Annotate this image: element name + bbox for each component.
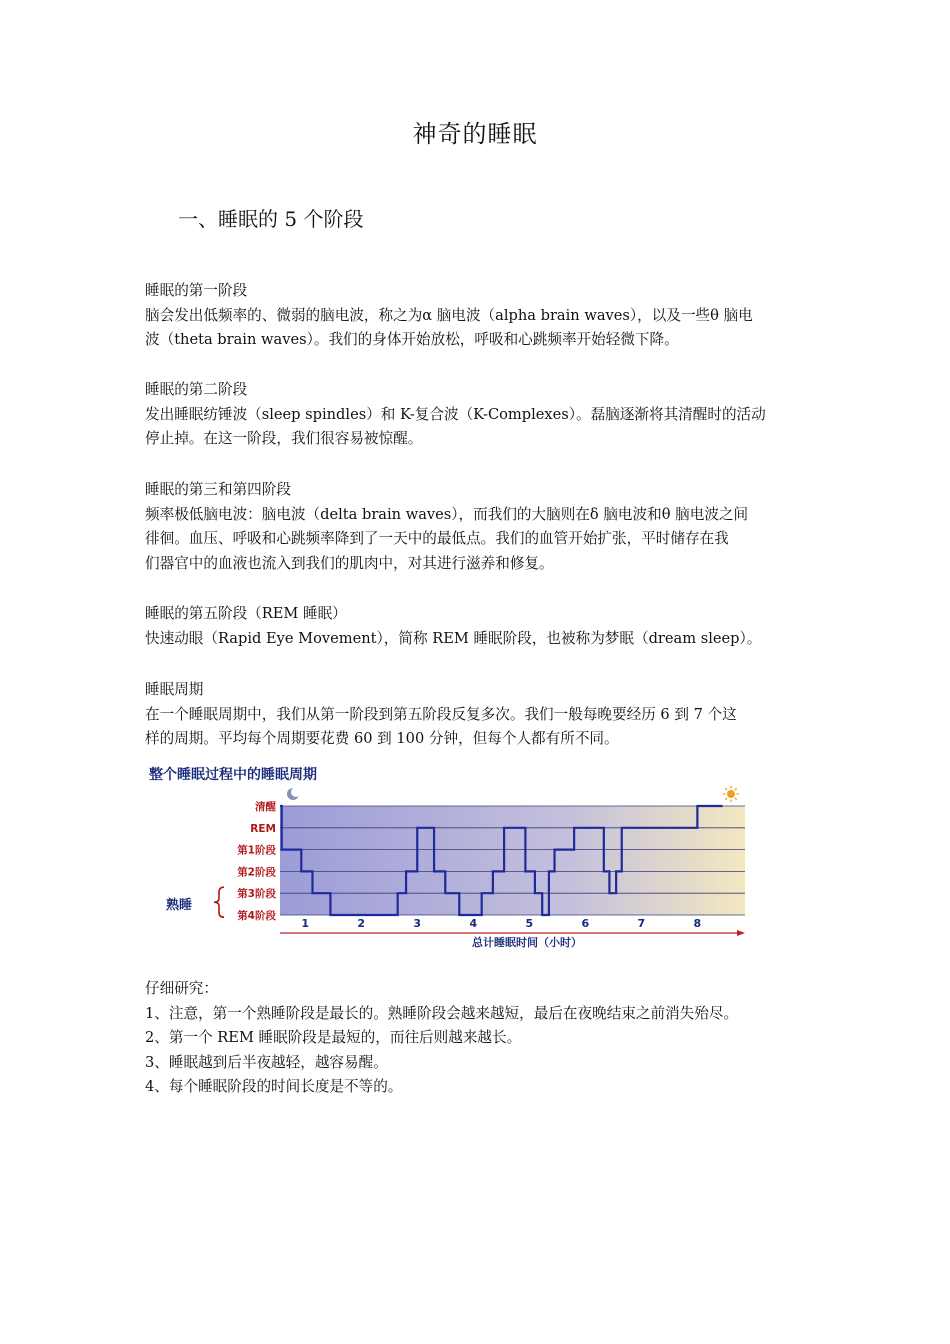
stage1-text-line: 脑会发出低频率的、微弱的脑电波，称之为α 脑电波（alpha brain waves），以及一些θ 脑电	[145, 306, 753, 324]
y-level-label: 第2阶段	[237, 866, 276, 879]
x-tick-label: 2	[357, 917, 366, 930]
x-tick-label: 6	[581, 917, 590, 930]
stage34-text-line: 徘徊。血压、呼吸和心跳频率降到了一天中的最低点。我们的血管开始扩张，平时储存在我	[145, 530, 729, 548]
brace	[214, 887, 224, 917]
x-tick-label: 3	[413, 917, 422, 930]
stage34-heading: 睡眠的第三和第四阶段	[145, 481, 291, 498]
stage2-text-line: 发出睡眠纺锤波（sleep spindles）和 K-复合波（K-Complexes）。磊脑逐渐将其清醒时的活动	[145, 405, 766, 423]
stage2-heading: 睡眠的第二阶段	[145, 381, 248, 398]
document-title: 神奇的睡眠	[412, 120, 538, 148]
sleep-cycle-chart	[145, 760, 751, 950]
stage2-text-line: 停止掉。在这一阶段，我们很容易被惊醒。	[145, 430, 423, 448]
y-level-label: 第4阶段	[237, 910, 276, 922]
deep-sleep-label: 熟睡	[166, 898, 193, 914]
stage1-block	[145, 279, 810, 353]
x-axis-label: 总计睡眠时间（小时）	[472, 936, 582, 949]
x-tick-label: 1	[301, 917, 310, 930]
cycle-text-line: 样的周期。平均每个周期要花费 60 到 100 分钟，但每个人都有所不同。	[145, 730, 619, 748]
stage5-block	[145, 602, 810, 651]
note-item: 1、注意，第一个熟睡阶段是最长的。熟睡阶段会越来越短，最后在夜晚结束之前消失殆尽。	[145, 1004, 739, 1022]
note-item: 3、睡眠越到后半夜越轻，越容易醒。	[145, 1053, 388, 1071]
notes-block	[145, 977, 825, 1100]
section-heading: 一、睡眠的 5 个阶段	[178, 207, 364, 231]
cycle-text-line: 在一个睡眠周期中，我们从第一阶段到第五阶段反复多次。我们一般每晚要经历 6 到 7 个这	[145, 705, 737, 723]
stage34-text-line: 频率极低脑电波：脑电波（delta brain waves），而我们的大脑则在δ 脑电波和θ 脑电波之间	[145, 505, 749, 523]
x-tick-label: 8	[693, 917, 702, 930]
stage34-text-line: 们器官中的血液也流入到我们的肌肉中，对其进行滋养和修复。	[145, 554, 554, 572]
cycle-heading: 睡眠周期	[145, 681, 204, 698]
chart-title: 整个睡眠过程中的睡眠周期	[149, 767, 317, 783]
stage1-heading: 睡眠的第一阶段	[145, 282, 248, 299]
x-tick-label: 7	[637, 917, 646, 930]
sleep-cycle-chart-svg	[145, 760, 751, 950]
moon-icon	[287, 787, 301, 800]
x-tick-label: 5	[525, 917, 534, 930]
stage2-block	[145, 378, 810, 452]
note-item: 4、每个睡眠阶段的时间长度是不等的。	[145, 1078, 403, 1096]
stage5-heading: 睡眠的第五阶段（REM 睡眠）	[145, 605, 347, 622]
plot-area	[280, 806, 745, 915]
y-level-label: 第3阶段	[237, 888, 276, 901]
stage5-text-line: 快速动眼（Rapid Eye Movement），简称 REM 睡眠阶段，也被称为梦眠（dream sleep）。	[145, 629, 762, 647]
sun-icon	[723, 786, 739, 802]
y-level-label: 清醒	[255, 801, 276, 813]
note-item: 2、第一个 REM 睡眠阶段是最短的，而往后则越来越长。	[145, 1029, 522, 1047]
x-tick-label: 4	[469, 917, 478, 930]
notes-heading: 仔细研究：	[145, 980, 218, 997]
stage34-block	[145, 478, 810, 576]
y-level-label: REM	[250, 822, 276, 835]
x-axis-arrowhead	[737, 930, 745, 936]
stage1-text-line: 波（theta brain waves）。我们的身体开始放松，呼吸和心跳频率开始轻微下降。	[145, 331, 679, 349]
y-level-label: 第1阶段	[237, 844, 276, 857]
cycle-block	[145, 678, 810, 752]
